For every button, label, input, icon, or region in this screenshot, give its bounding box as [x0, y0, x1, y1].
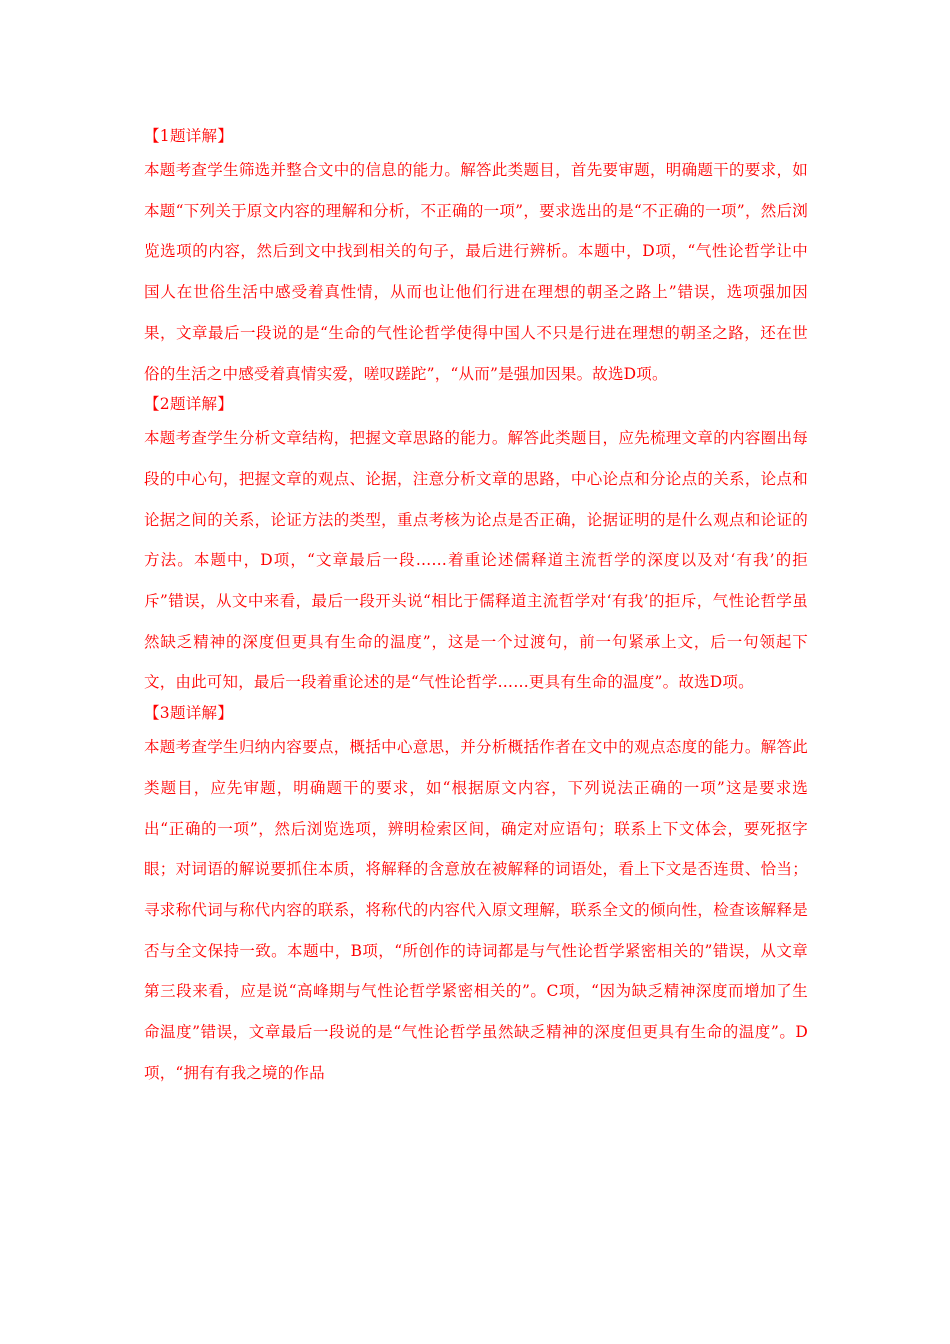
section-heading: 【2题详解】: [144, 395, 234, 414]
section-heading: 【3题详解】: [144, 704, 234, 723]
section-body: 本题考查学生分析文章结构，把握文章思路的能力。解答此类题目，应先梳理文章的内容圈出每段的中心句，把握文章的观点、论据，注意分析文章的思路，中心论点和分论点的关系，论点和论据之间的关系，论证方法的类型，重点考核为论点是否正确，论据证明的是什么观点和论证的方法。本题中，D项，“文章最后一段……着重论述儒释道主流哲学的深度以及对‘有我’的拒斥”错误，从文中来看，最后一段开头说“相比于儒释道主流哲学对‘有我’的拒斥，气性论哲学虽然缺乏精神的深度但更具有生命的温度”，这是一个过渡句，前一句紧承上文，后一句领起下文，由此可知，最后一段着重论述的是“气性论哲学……更具有生命的温度”。故选D项。: [144, 429, 808, 692]
section-body: 本题考查学生筛选并整合文中的信息的能力。解答此类题目，首先要审题，明确题干的要求，如本题“下列关于原文内容的理解和分析，不正确的一项”，要求选出的是“不正确的一项”，然后浏览选项的内容，然后到文中找到相关的句子，最后进行辨析。本题中，D项，“气性论哲学让中国人在世俗生活中感受着真性情，从而也让他们行进在理想的朝圣之路上”错误，选项强加因果，文章最后一段说的是“生命的气性论哲学使得中国人不只是行进在理想的朝圣之路，还在世俗的生活之中感受着真情实爱，嗟叹蹉跎”，“从而”是强加因果。故选D项。: [144, 161, 808, 383]
document-page: [144, 122, 808, 1093]
answer-section-3: [144, 699, 808, 1093]
section-heading: 【1题详解】: [144, 127, 234, 145]
answer-section-1: [144, 122, 808, 394]
answer-section-2: [144, 390, 808, 703]
section-body: 本题考查学生归纳内容要点，概括中心意思，并分析概括作者在文中的观点态度的能力。解答此类题目，应先审题，明确题干的要求，如“根据原文内容，下列说法正确的一项”这是要求选出“正确的一项”，然后浏览选项，辨明检索区间，确定对应语句；联系上下文体会，要死抠字眼；对词语的解说要抓住本质，将解释的含意放在被解释的词语处，看上下文是否连贯、恰当；寻求称代词与称代内容的联系，将称代的内容代入原文理解，联系全文的倾向性，检查该解释是否与全文保持一致。本题中，B项，“所创作的诗词都是与气性论哲学紧密相关的”错误，从文章第三段来看，应是说“高峰期与气性论哲学紧密相关的”。C项，“因为缺乏精神深度而增加了生命温度”错误，文章最后一段说的是“气性论哲学虽然缺乏精神的深度但更具有生命的温度”。D项，“拥有有我之境的作品: [144, 738, 808, 1082]
